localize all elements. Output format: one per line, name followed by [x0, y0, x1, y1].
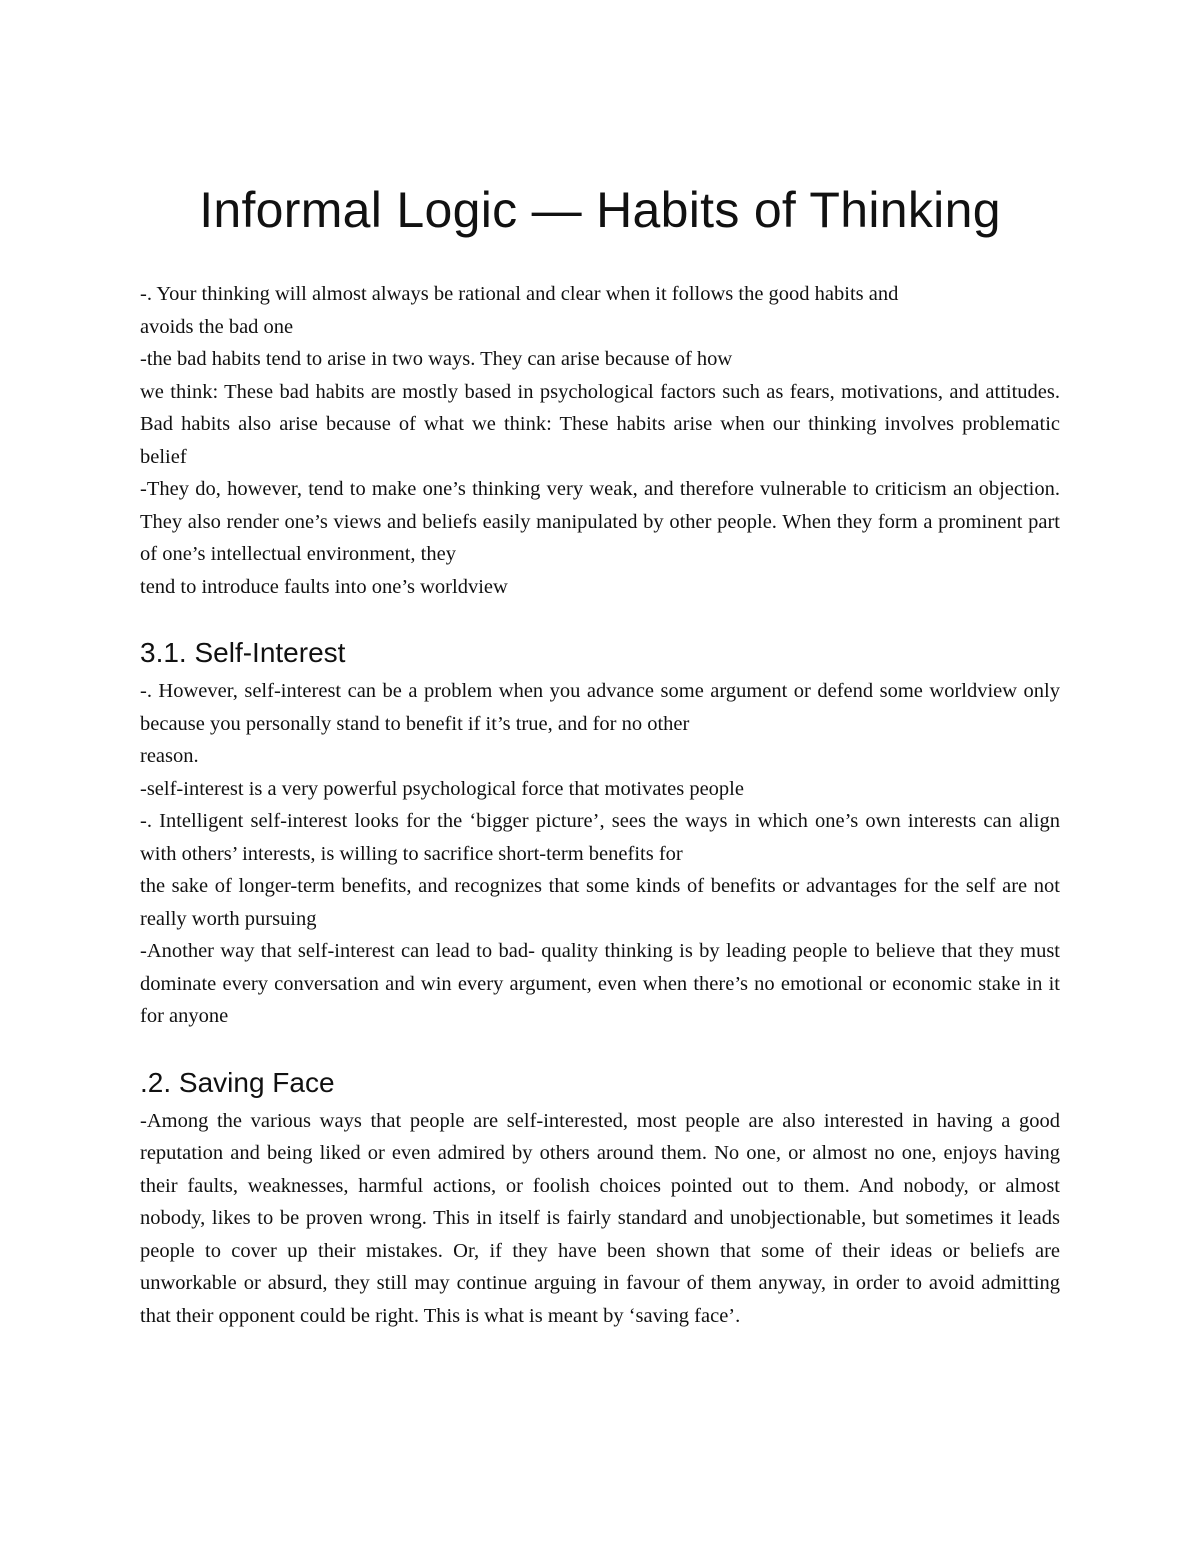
section-paragraph: -. However, self-interest can be a problem when you advance some argument or defend some worldview only because you personally stand to benefit if it’s true, and for no other — [140, 680, 1060, 735]
intro-section — [140, 278, 1060, 603]
section-saving-face — [140, 1065, 1060, 1333]
section-self-interest — [140, 635, 1060, 1033]
section-heading: 3.1. Self-Interest — [140, 637, 346, 668]
section-paragraph: reason. — [140, 745, 199, 767]
section-paragraph: -Among the various ways that people are self-interested, most people are also interested in having a good reputation and being liked or even admired by others around them. No one, or almost no one, enjoys having their faults, weaknesses, harmful actions, or foolish choices pointed out to them. And nobody, or almost nobody, likes to be proven wrong. This in itself is fairly standard and unobjectionable, but sometimes it leads people to cover up their mistakes. Or, if they have been shown that some of their ideas or beliefs are unworkable or absurd, they still may continue arguing in favour of them anyway, in order to avoid admitting that their opponent could be right. This is what is meant by ‘saving face’. — [140, 1109, 1060, 1327]
intro-paragraph: avoids the bad one — [140, 315, 294, 338]
section-paragraph: the sake of longer-term benefits, and recognizes that some kinds of benefits or advantages for the self are not really worth pursuing — [140, 875, 1060, 930]
intro-paragraph: -the bad habits tend to arise in two ways. They can arise because of how — [140, 348, 733, 370]
intro-paragraph: -. Your thinking will almost always be rational and clear when it follows the good habits and — [140, 283, 899, 305]
intro-paragraph: we think: These bad habits are mostly based in psychological factors such as fears, motivations, and attitudes. Bad habits also arise because of what we think: These habits arise when our thinking involves problematic belief — [140, 380, 1060, 468]
intro-paragraph: -They do, however, tend to make one’s thinking very weak, and therefore vulnerable to criticism an objection. They also render one’s views and beliefs easily manipulated by other people. When they form a prominent part of one’s intellectual environment, they — [140, 478, 1060, 565]
intro-paragraph: tend to introduce faults into one’s worldview — [140, 575, 508, 598]
section-paragraph: -. Intelligent self-interest looks for the ‘bigger picture’, sees the ways in which one’s own interests can align with others’ interests, is willing to sacrifice short-term benefits for — [140, 810, 1060, 865]
document-page — [140, 178, 1060, 1332]
section-paragraph: -Another way that self-interest can lead to bad- quality thinking is by leading people to believe that they must dominate every conversation and win every argument, even when there’s no emotional or economic stake in it for anyone — [140, 940, 1060, 1027]
section-heading: .2. Saving Face — [140, 1066, 335, 1098]
section-paragraph: -self-interest is a very powerful psychological force that motivates people — [140, 777, 744, 800]
document-title: Informal Logic — Habits of Thinking — [199, 182, 1001, 238]
